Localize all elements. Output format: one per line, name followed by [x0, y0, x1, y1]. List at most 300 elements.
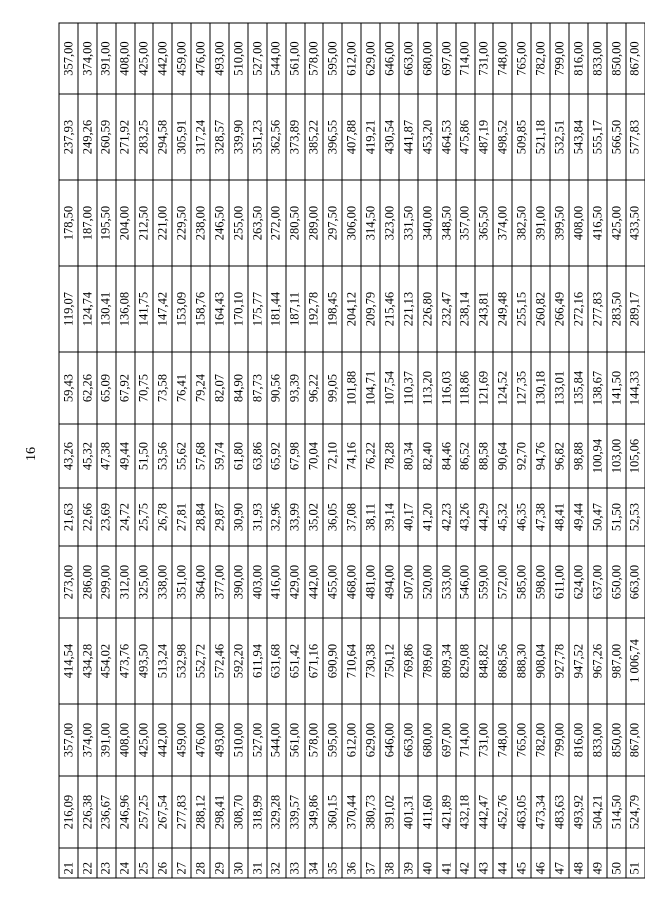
value-cell: 229,50	[172, 180, 191, 266]
value-cell: 153,09	[172, 266, 191, 352]
value-cell: 442,00	[153, 23, 172, 94]
value-cell: 257,25	[135, 776, 154, 848]
value-cell: 349,86	[305, 776, 324, 848]
value-cell: 45,32	[493, 488, 512, 546]
row-number-cell: 27	[172, 848, 191, 878]
value-cell: 323,00	[380, 180, 399, 266]
value-cell: 441,87	[399, 94, 418, 180]
value-cell: 99,05	[323, 352, 342, 424]
value-cell: 391,00	[531, 180, 550, 266]
value-cell: 141,50	[607, 352, 626, 424]
value-cell: 105,06	[626, 424, 645, 488]
value-cell: 493,50	[135, 618, 154, 704]
value-cell: 100,94	[588, 424, 607, 488]
row-number-cell: 50	[607, 848, 626, 878]
value-cell: 110,37	[399, 352, 418, 424]
value-cell: 504,21	[588, 776, 607, 848]
value-cell: 493,92	[569, 776, 588, 848]
row-number-cell: 47	[550, 848, 569, 878]
value-cell: 26,78	[153, 488, 172, 546]
value-cell: 473,76	[116, 618, 135, 704]
value-cell: 226,38	[78, 776, 97, 848]
value-cell: 572,00	[493, 546, 512, 618]
value-cell: 646,00	[380, 704, 399, 776]
value-cell: 212,50	[135, 180, 154, 266]
table-row	[342, 23, 361, 878]
value-cell: 192,78	[305, 266, 324, 352]
value-cell: 731,00	[475, 23, 494, 94]
value-cell: 297,50	[323, 180, 342, 266]
value-cell: 338,00	[153, 546, 172, 618]
value-cell: 629,00	[361, 704, 380, 776]
value-cell: 507,00	[399, 546, 418, 618]
value-cell: 47,38	[97, 424, 116, 488]
value-cell: 147,42	[153, 266, 172, 352]
value-cell: 263,50	[248, 180, 267, 266]
row-number-cell: 32	[267, 848, 286, 878]
value-cell: 408,00	[569, 180, 588, 266]
value-cell: 283,25	[135, 94, 154, 180]
value-cell: 888,30	[512, 618, 531, 704]
table-row	[59, 23, 78, 878]
value-cell: 283,50	[607, 266, 626, 352]
value-cell: 96,82	[550, 424, 569, 488]
value-cell: 35,02	[305, 488, 324, 546]
value-cell: 510,00	[229, 23, 248, 94]
value-cell: 816,00	[569, 23, 588, 94]
value-cell: 272,00	[267, 180, 286, 266]
value-cell: 514,50	[607, 776, 626, 848]
row-number-cell: 26	[153, 848, 172, 878]
value-cell: 374,00	[78, 704, 97, 776]
value-cell: 370,44	[342, 776, 361, 848]
row-number-cell: 34	[305, 848, 324, 878]
value-cell: 433,50	[626, 180, 645, 266]
value-cell: 867,00	[626, 704, 645, 776]
row-number-cell: 30	[229, 848, 248, 878]
value-cell: 510,00	[229, 704, 248, 776]
table-row	[305, 23, 324, 878]
value-cell: 124,52	[493, 352, 512, 424]
value-cell: 624,00	[569, 546, 588, 618]
value-cell: 612,00	[342, 23, 361, 94]
value-cell: 187,11	[286, 266, 305, 352]
value-cell: 947,52	[569, 618, 588, 704]
value-cell: 473,34	[531, 776, 550, 848]
value-cell: 271,92	[116, 94, 135, 180]
value-cell: 198,45	[323, 266, 342, 352]
value-cell: 92,70	[512, 424, 531, 488]
table-row	[267, 23, 286, 878]
value-cell: 396,55	[323, 94, 342, 180]
value-cell: 181,44	[267, 266, 286, 352]
value-cell: 850,00	[607, 23, 626, 94]
value-cell: 289,17	[626, 266, 645, 352]
table-row	[248, 23, 267, 878]
value-cell: 348,50	[437, 180, 456, 266]
value-cell: 328,57	[210, 94, 229, 180]
value-cell: 70,75	[135, 352, 154, 424]
value-cell: 710,64	[342, 618, 361, 704]
value-cell: 39,14	[380, 488, 399, 546]
value-cell: 93,39	[286, 352, 305, 424]
value-cell: 592,20	[229, 618, 248, 704]
value-cell: 432,18	[456, 776, 475, 848]
value-cell: 73,58	[153, 352, 172, 424]
value-cell: 663,00	[626, 546, 645, 618]
value-cell: 249,26	[78, 94, 97, 180]
value-cell: 44,29	[475, 488, 494, 546]
value-cell: 867,00	[626, 23, 645, 94]
value-cell: 578,00	[305, 704, 324, 776]
row-number-cell: 21	[59, 848, 78, 878]
value-cell: 86,52	[456, 424, 475, 488]
value-cell: 195,50	[97, 180, 116, 266]
table-row	[588, 23, 607, 878]
value-cell: 314,50	[361, 180, 380, 266]
value-cell: 116,03	[437, 352, 456, 424]
table-row	[361, 23, 380, 878]
value-cell: 927,78	[550, 618, 569, 704]
value-cell: 74,16	[342, 424, 361, 488]
value-cell: 226,80	[418, 266, 437, 352]
row-number-cell: 29	[210, 848, 229, 878]
value-cell: 452,76	[493, 776, 512, 848]
value-cell: 559,00	[475, 546, 494, 618]
value-cell: 513,24	[153, 618, 172, 704]
value-cell: 671,16	[305, 618, 324, 704]
value-cell: 246,50	[210, 180, 229, 266]
value-cell: 260,59	[97, 94, 116, 180]
row-number-cell: 25	[135, 848, 154, 878]
value-cell: 286,00	[78, 546, 97, 618]
table-row	[437, 23, 456, 878]
value-cell: 425,00	[135, 704, 154, 776]
value-cell: 273,00	[59, 546, 78, 618]
value-cell: 730,38	[361, 618, 380, 704]
value-cell: 170,10	[229, 266, 248, 352]
value-cell: 612,00	[342, 704, 361, 776]
value-cell: 339,90	[229, 94, 248, 180]
table-row	[626, 23, 645, 878]
value-cell: 476,00	[191, 23, 210, 94]
value-cell: 38,11	[361, 488, 380, 546]
value-cell: 84,46	[437, 424, 456, 488]
value-cell: 325,00	[135, 546, 154, 618]
value-cell: 22,66	[78, 488, 97, 546]
table-row	[135, 23, 154, 878]
value-cell: 318,99	[248, 776, 267, 848]
value-cell: 101,88	[342, 352, 361, 424]
table-row	[323, 23, 342, 878]
value-cell: 362,56	[267, 94, 286, 180]
value-cell: 680,00	[418, 704, 437, 776]
value-cell: 49,44	[569, 488, 588, 546]
value-cell: 204,00	[116, 180, 135, 266]
value-cell: 442,47	[475, 776, 494, 848]
table-row	[475, 23, 494, 878]
value-cell: 266,49	[550, 266, 569, 352]
value-cell: 782,00	[531, 704, 550, 776]
row-number-cell: 42	[456, 848, 475, 878]
value-cell: 215,46	[380, 266, 399, 352]
value-cell: 769,86	[399, 618, 418, 704]
value-cell: 468,00	[342, 546, 361, 618]
value-cell: 80,34	[399, 424, 418, 488]
table-row	[380, 23, 399, 878]
value-cell: 425,00	[607, 180, 626, 266]
value-cell: 351,00	[172, 546, 191, 618]
value-cell: 577,83	[626, 94, 645, 180]
value-cell: 43,26	[456, 488, 475, 546]
value-cell: 127,35	[512, 352, 531, 424]
value-cell: 104,71	[361, 352, 380, 424]
value-cell: 65,92	[267, 424, 286, 488]
value-cell: 483,63	[550, 776, 569, 848]
value-cell: 425,00	[135, 23, 154, 94]
value-cell: 391,02	[380, 776, 399, 848]
value-cell: 237,93	[59, 94, 78, 180]
row-number-cell: 36	[342, 848, 361, 878]
value-cell: 88,58	[475, 424, 494, 488]
value-cell: 294,58	[153, 94, 172, 180]
value-cell: 663,00	[399, 23, 418, 94]
value-cell: 107,54	[380, 352, 399, 424]
value-cell: 178,50	[59, 180, 78, 266]
value-cell: 493,00	[210, 23, 229, 94]
value-cell: 76,22	[361, 424, 380, 488]
table-row	[78, 23, 97, 878]
value-cell: 277,83	[172, 776, 191, 848]
value-cell: 637,00	[588, 546, 607, 618]
value-cell: 246,96	[116, 776, 135, 848]
value-cell: 401,31	[399, 776, 418, 848]
value-cell: 42,23	[437, 488, 456, 546]
value-cell: 329,28	[267, 776, 286, 848]
table-row	[286, 23, 305, 878]
value-cell: 113,20	[418, 352, 437, 424]
table-row	[172, 23, 191, 878]
value-cell: 98,88	[569, 424, 588, 488]
value-cell: 49,44	[116, 424, 135, 488]
value-cell: 765,00	[512, 704, 531, 776]
value-cell: 829,08	[456, 618, 475, 704]
value-cell: 175,77	[248, 266, 267, 352]
table-row	[210, 23, 229, 878]
value-cell: 748,00	[493, 23, 512, 94]
row-number-cell: 22	[78, 848, 97, 878]
value-cell: 521,18	[531, 94, 550, 180]
value-cell: 41,20	[418, 488, 437, 546]
value-cell: 57,68	[191, 424, 210, 488]
value-cell: 51,50	[135, 424, 154, 488]
value-cell: 374,00	[493, 180, 512, 266]
value-cell: 221,13	[399, 266, 418, 352]
row-number-cell: 44	[493, 848, 512, 878]
value-cell: 209,79	[361, 266, 380, 352]
value-cell: 416,00	[267, 546, 286, 618]
value-cell: 53,56	[153, 424, 172, 488]
value-cell: 221,00	[153, 180, 172, 266]
value-cell: 52,53	[626, 488, 645, 546]
table-row	[607, 23, 626, 878]
value-cell: 260,82	[531, 266, 550, 352]
value-cell: 28,84	[191, 488, 210, 546]
value-cell: 340,00	[418, 180, 437, 266]
table-row	[229, 23, 248, 878]
value-cell: 67,92	[116, 352, 135, 424]
data-table	[59, 22, 645, 878]
value-cell: 544,00	[267, 704, 286, 776]
value-cell: 82,40	[418, 424, 437, 488]
value-cell: 32,96	[267, 488, 286, 546]
value-cell: 21,63	[59, 488, 78, 546]
table-row	[418, 23, 437, 878]
table-row	[116, 23, 135, 878]
value-cell: 850,00	[607, 704, 626, 776]
value-cell: 25,75	[135, 488, 154, 546]
value-cell: 731,00	[475, 704, 494, 776]
value-cell: 72,10	[323, 424, 342, 488]
page-number: 16	[24, 447, 39, 461]
value-cell: 90,64	[493, 424, 512, 488]
value-cell: 236,67	[97, 776, 116, 848]
value-cell: 408,00	[116, 23, 135, 94]
row-number-cell: 48	[569, 848, 588, 878]
value-cell: 133,01	[550, 352, 569, 424]
value-cell: 421,89	[437, 776, 456, 848]
row-number-cell: 28	[191, 848, 210, 878]
value-cell: 380,73	[361, 776, 380, 848]
value-cell: 459,00	[172, 23, 191, 94]
value-cell: 33,99	[286, 488, 305, 546]
table-row	[399, 23, 418, 878]
value-cell: 455,00	[323, 546, 342, 618]
value-cell: 232,47	[437, 266, 456, 352]
value-cell: 430,54	[380, 94, 399, 180]
value-cell: 45,32	[78, 424, 97, 488]
row-number-cell: 46	[531, 848, 550, 878]
value-cell: 561,00	[286, 23, 305, 94]
value-cell: 555,17	[588, 94, 607, 180]
value-cell: 204,12	[342, 266, 361, 352]
value-cell: 119,07	[59, 266, 78, 352]
table-row	[456, 23, 475, 878]
value-cell: 289,00	[305, 180, 324, 266]
value-cell: 650,00	[607, 546, 626, 618]
value-cell: 243,81	[475, 266, 494, 352]
value-cell: 30,90	[229, 488, 248, 546]
value-cell: 520,00	[418, 546, 437, 618]
value-cell: 416,50	[588, 180, 607, 266]
value-cell: 464,53	[437, 94, 456, 180]
value-cell: 585,00	[512, 546, 531, 618]
table-row	[531, 23, 550, 878]
value-cell: 481,00	[361, 546, 380, 618]
value-cell: 124,74	[78, 266, 97, 352]
value-cell: 414,54	[59, 618, 78, 704]
value-cell: 868,56	[493, 618, 512, 704]
value-cell: 360,15	[323, 776, 342, 848]
value-cell: 46,35	[512, 488, 531, 546]
value-cell: 70,04	[305, 424, 324, 488]
value-cell: 255,15	[512, 266, 531, 352]
value-cell: 298,41	[210, 776, 229, 848]
value-cell: 475,86	[456, 94, 475, 180]
value-cell: 67,98	[286, 424, 305, 488]
value-cell: 144,33	[626, 352, 645, 424]
value-cell: 476,00	[191, 704, 210, 776]
value-cell: 799,00	[550, 704, 569, 776]
value-cell: 833,00	[588, 704, 607, 776]
row-number-cell: 41	[437, 848, 456, 878]
value-cell: 697,00	[437, 704, 456, 776]
value-cell: 308,70	[229, 776, 248, 848]
value-cell: 365,50	[475, 180, 494, 266]
value-cell: 40,17	[399, 488, 418, 546]
value-cell: 82,07	[210, 352, 229, 424]
value-cell: 299,00	[97, 546, 116, 618]
value-cell: 543,84	[569, 94, 588, 180]
value-cell: 646,00	[380, 23, 399, 94]
value-cell: 391,00	[97, 704, 116, 776]
value-cell: 272,16	[569, 266, 588, 352]
value-cell: 373,89	[286, 94, 305, 180]
row-number-cell: 33	[286, 848, 305, 878]
value-cell: 611,94	[248, 618, 267, 704]
value-cell: 463,05	[512, 776, 531, 848]
value-cell: 765,00	[512, 23, 531, 94]
value-cell: 799,00	[550, 23, 569, 94]
value-cell: 255,00	[229, 180, 248, 266]
value-cell: 65,09	[97, 352, 116, 424]
row-number-cell: 23	[97, 848, 116, 878]
value-cell: 78,28	[380, 424, 399, 488]
value-cell: 87,73	[248, 352, 267, 424]
value-cell: 434,28	[78, 618, 97, 704]
value-cell: 37,08	[342, 488, 361, 546]
value-cell: 61,80	[229, 424, 248, 488]
value-cell: 399,50	[550, 180, 569, 266]
value-cell: 280,50	[286, 180, 305, 266]
value-cell: 187,00	[78, 180, 97, 266]
value-cell: 141,75	[135, 266, 154, 352]
value-cell: 351,23	[248, 94, 267, 180]
value-cell: 629,00	[361, 23, 380, 94]
value-cell: 312,00	[116, 546, 135, 618]
value-cell: 509,85	[512, 94, 531, 180]
value-cell: 680,00	[418, 23, 437, 94]
table-row	[97, 23, 116, 878]
value-cell: 908,04	[531, 618, 550, 704]
value-cell: 595,00	[323, 23, 342, 94]
value-cell: 377,00	[210, 546, 229, 618]
value-cell: 408,00	[116, 704, 135, 776]
value-cell: 382,50	[512, 180, 531, 266]
row-number-cell: 51	[626, 848, 645, 878]
value-cell: 487,19	[475, 94, 494, 180]
table-row	[512, 23, 531, 878]
value-cell: 138,67	[588, 352, 607, 424]
value-cell: 1 006,74	[626, 618, 645, 704]
value-cell: 419,21	[361, 94, 380, 180]
value-cell: 23,69	[97, 488, 116, 546]
table-body	[59, 23, 645, 878]
value-cell: 714,00	[456, 704, 475, 776]
value-cell: 498,52	[493, 94, 512, 180]
row-number-cell: 49	[588, 848, 607, 878]
value-cell: 306,00	[342, 180, 361, 266]
